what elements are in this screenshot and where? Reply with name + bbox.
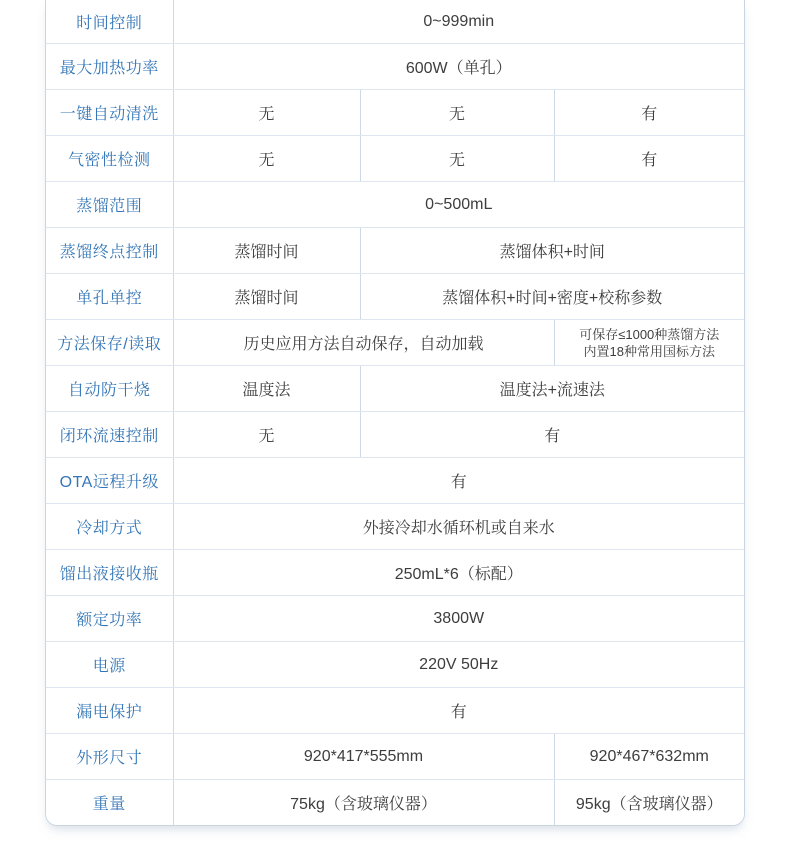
spec-value-cell	[554, 320, 744, 366]
spec-value-cell: 蒸馏时间	[173, 274, 360, 320]
spec-label-cell: 冷却方式	[46, 504, 173, 550]
table-row	[46, 596, 744, 642]
spec-label-cell: 一键自动清洗	[46, 90, 173, 136]
table-row	[46, 90, 744, 136]
table-row	[46, 504, 744, 550]
spec-value-cell: 920*417*555mm	[173, 734, 554, 780]
table-row	[46, 274, 744, 320]
spec-value-cell: 无	[173, 90, 360, 136]
spec-label-cell: 方法保存/读取	[46, 320, 173, 366]
table-row	[46, 642, 744, 688]
spec-value-cell: 有	[173, 688, 744, 734]
spec-label-cell: 漏电保护	[46, 688, 173, 734]
spec-value-cell: 历史应用方法自动保存，自动加载	[173, 320, 554, 366]
spec-label-cell: OTA远程升级	[46, 458, 173, 504]
spec-value-cell: 有	[173, 458, 744, 504]
spec-value-cell: 有	[360, 412, 744, 458]
spec-label-cell: 自动防干烧	[46, 366, 173, 412]
spec-label-cell: 闭环流速控制	[46, 412, 173, 458]
spec-value-cell: 外接冷却水循环机或自来水	[173, 504, 744, 550]
spec-value-cell: 温度法+流速法	[360, 366, 744, 412]
spec-value-cell: 蒸馏体积+时间	[360, 228, 744, 274]
spec-table-card	[45, 0, 745, 826]
spec-label-cell: 重量	[46, 780, 173, 826]
spec-label-cell: 时间控制	[46, 0, 173, 44]
table-row	[46, 688, 744, 734]
spec-value-cell: 95kg（含玻璃仪器）	[554, 780, 744, 826]
spec-value-cell: 75kg（含玻璃仪器）	[173, 780, 554, 826]
spec-value-cell: 600W（单孔）	[173, 44, 744, 90]
spec-value-cell: 有	[554, 136, 744, 182]
table-row	[46, 136, 744, 182]
spec-label-cell: 单孔单控	[46, 274, 173, 320]
spec-value-cell: 250mL*6（标配）	[173, 550, 744, 596]
table-row	[46, 412, 744, 458]
table-row	[46, 44, 744, 90]
spec-value-line: 可保存≤1000种蒸馏方法	[579, 326, 720, 342]
table-row	[46, 0, 744, 44]
table-row	[46, 182, 744, 228]
spec-value-cell: 920*467*632mm	[554, 734, 744, 780]
spec-value-cell: 无	[173, 412, 360, 458]
spec-value-cell: 蒸馏体积+时间+密度+校称参数	[360, 274, 744, 320]
spec-label-cell: 额定功率	[46, 596, 173, 642]
table-row	[46, 734, 744, 780]
spec-label-cell: 馏出液接收瓶	[46, 550, 173, 596]
spec-value-line: 内置18种常用国标方法	[583, 343, 715, 359]
table-row	[46, 458, 744, 504]
table-row	[46, 320, 744, 366]
spec-label-cell: 蒸馏终点控制	[46, 228, 173, 274]
spec-table	[46, 0, 744, 825]
spec-value-cell: 3800W	[173, 596, 744, 642]
spec-table-body	[46, 0, 744, 825]
table-row	[46, 366, 744, 412]
spec-value-cell: 蒸馏时间	[173, 228, 360, 274]
spec-label-cell: 电源	[46, 642, 173, 688]
spec-label-cell: 蒸馏范围	[46, 182, 173, 228]
spec-value-cell: 220V 50Hz	[173, 642, 744, 688]
table-row	[46, 550, 744, 596]
table-row	[46, 780, 744, 826]
spec-value-cell: 0~500mL	[173, 182, 744, 228]
table-row	[46, 228, 744, 274]
spec-value-cell: 0~999min	[173, 0, 744, 44]
spec-label-cell: 外形尺寸	[46, 734, 173, 780]
spec-label-cell: 气密性检测	[46, 136, 173, 182]
spec-value-cell: 无	[173, 136, 360, 182]
spec-value-cell: 无	[360, 136, 554, 182]
spec-label-cell: 最大加热功率	[46, 44, 173, 90]
spec-value-cell: 温度法	[173, 366, 360, 412]
spec-value-cell: 无	[360, 90, 554, 136]
spec-value-cell: 有	[554, 90, 744, 136]
